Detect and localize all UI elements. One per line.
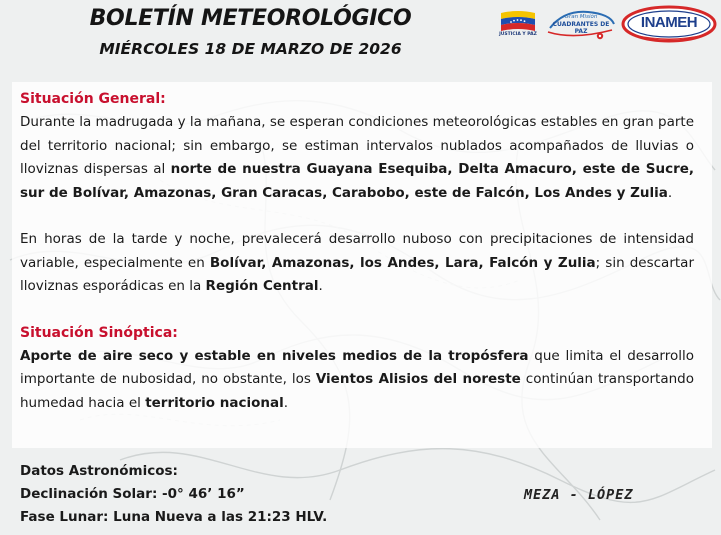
situacion-sinoptica-title: Situación Sinóptica:: [20, 324, 178, 341]
text-run: Durante la madrugada y la mañana, se esperan condiciones meteorológicas estables en gran parte del territorio nacional; sin embargo, se estiman intervalos nublados acompañados de lluvias o lloviznas dispersas al: [20, 114, 694, 177]
bold-run-regions: Bolívar, Amazonas, los Andes, Lara, Falcón y Zulia: [209, 254, 596, 271]
situacion-general-paragraph-1: [20, 111, 694, 205]
text-run: que limita el desarrollo importante de nubosidad, no obstante, los: [20, 347, 695, 387]
bold-run-aire-seco: Aporte de aire seco y estable en niveles medios de la tropósfera: [20, 347, 529, 364]
text-run: continúan transportando humedad hacia el: [20, 371, 695, 411]
inameh-wordmark: INAMEH: [640, 14, 698, 31]
gmcp-line2: CUADRANTES DE PAZ: [552, 21, 610, 35]
bold-run-alisios: Vientos Alisios del noreste: [315, 371, 521, 387]
venezuela-flag-logo: [498, 7, 538, 43]
text-run: En horas de la tarde y noche, prevalecerá desarrollo nuboso con precipitaciones de intensidad variable, especialmente en: [20, 231, 694, 271]
situacion-general-title: Situación General:: [20, 91, 166, 107]
text-run: .: [667, 184, 673, 201]
bulletin-content: [20, 88, 694, 415]
situacion-sinoptica-paragraph: [20, 345, 694, 416]
bulletin-title: BOLETÍN METEOROLÓGICO: [89, 6, 412, 31]
datos-astronomicos: [20, 460, 327, 529]
bulletin-date: MIÉRCOLES 18 DE MARZO DE 2026: [99, 40, 402, 58]
flag-caption: JUSTICIA Y PAZ: [499, 32, 537, 37]
gmcp-line1: Gran Misión: [564, 14, 598, 20]
text-run: .: [283, 394, 288, 411]
astro-title: Datos Astronómicos:: [20, 463, 178, 479]
text-run: .: [318, 278, 323, 294]
bold-run-territorio: territorio nacional: [145, 394, 284, 411]
bold-run-region-central: Región Central: [205, 278, 319, 294]
text-run: ; sin descartar lloviznas esporádicas en la: [20, 254, 694, 294]
situacion-general-paragraph-2: [20, 228, 694, 299]
bold-run-regions: norte de nuestra Guayana Esequiba, Delta Amacuro, este de Sucre, sur de Bolívar, Amazonas, Gran Caracas, Carabobo, este de Falcón, Los Andes y Zulia: [20, 161, 695, 201]
astro-declinacion: Declinación Solar: -0° 46’ 16”: [20, 486, 245, 502]
authors-signature: MEZA - LÓPEZ: [524, 487, 634, 503]
astro-fase-lunar: Fase Lunar: Luna Nueva a las 21:23 HLV.: [20, 509, 328, 525]
